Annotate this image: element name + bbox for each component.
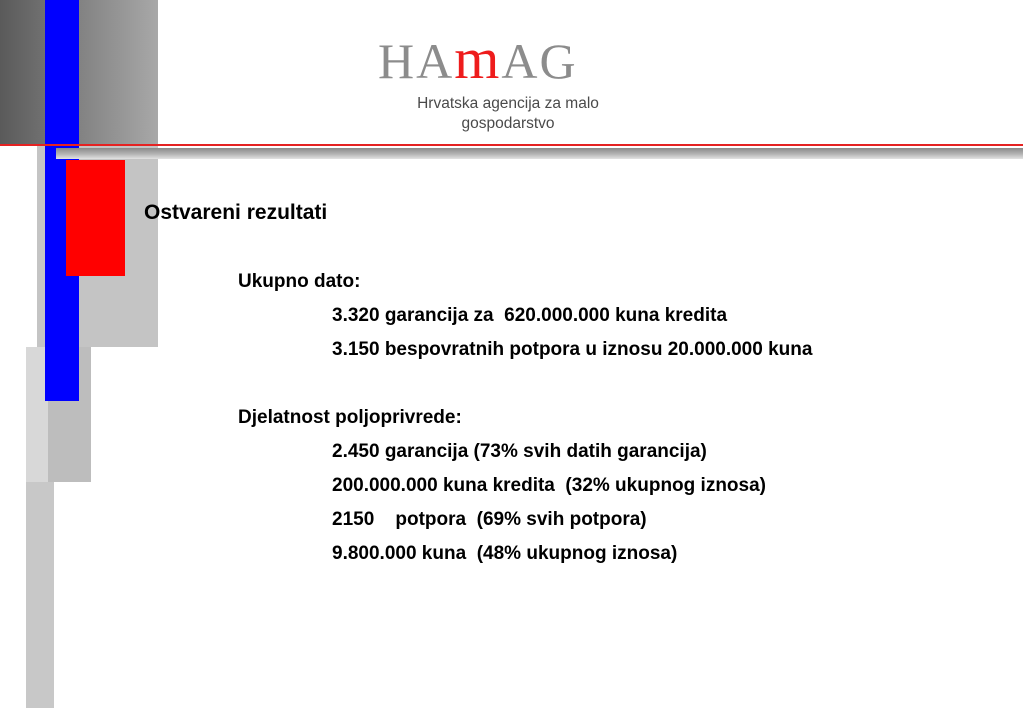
list-item: 3.150 bespovratnih potpora u iznosu 20.000.000 kuna (332, 339, 813, 360)
list-item: 9.800.000 kuna (48% ukupnog iznosa) (332, 543, 678, 564)
decor-red-block (66, 160, 125, 276)
list-item: 3.320 garancija za 620.000.000 kuna kredita (332, 305, 728, 326)
slide-heading: Ostvareni rezultati (144, 201, 328, 224)
logo-letters-ag: AG (501, 33, 578, 89)
section-title-agriculture: Djelatnost poljoprivrede: (238, 407, 462, 428)
hamag-logo (378, 26, 658, 132)
decor-dark-gray-block (0, 0, 158, 145)
list-item: 2150 potpora (69% svih potpora) (332, 509, 647, 530)
logo-wordmark (378, 26, 658, 91)
logo-letter-m: m (454, 26, 502, 91)
list-item: 2.450 garancija (73% svih datih garancija) (332, 441, 707, 462)
logo-subtitle (378, 94, 638, 134)
list-item: 200.000.000 kuna kredita (32% ukupnog iznosa) (332, 475, 766, 496)
header-gray-rule (56, 148, 1023, 159)
logo-subtitle-line1: Hrvatska agencija za malo (417, 95, 599, 112)
header-red-line (0, 144, 1023, 146)
logo-letters-ha: HA (378, 33, 455, 89)
section-title-total: Ukupno dato: (238, 271, 361, 292)
logo-subtitle-line2: gospodarstvo (461, 115, 555, 132)
decor-light-gray-block-bottom (26, 482, 54, 708)
